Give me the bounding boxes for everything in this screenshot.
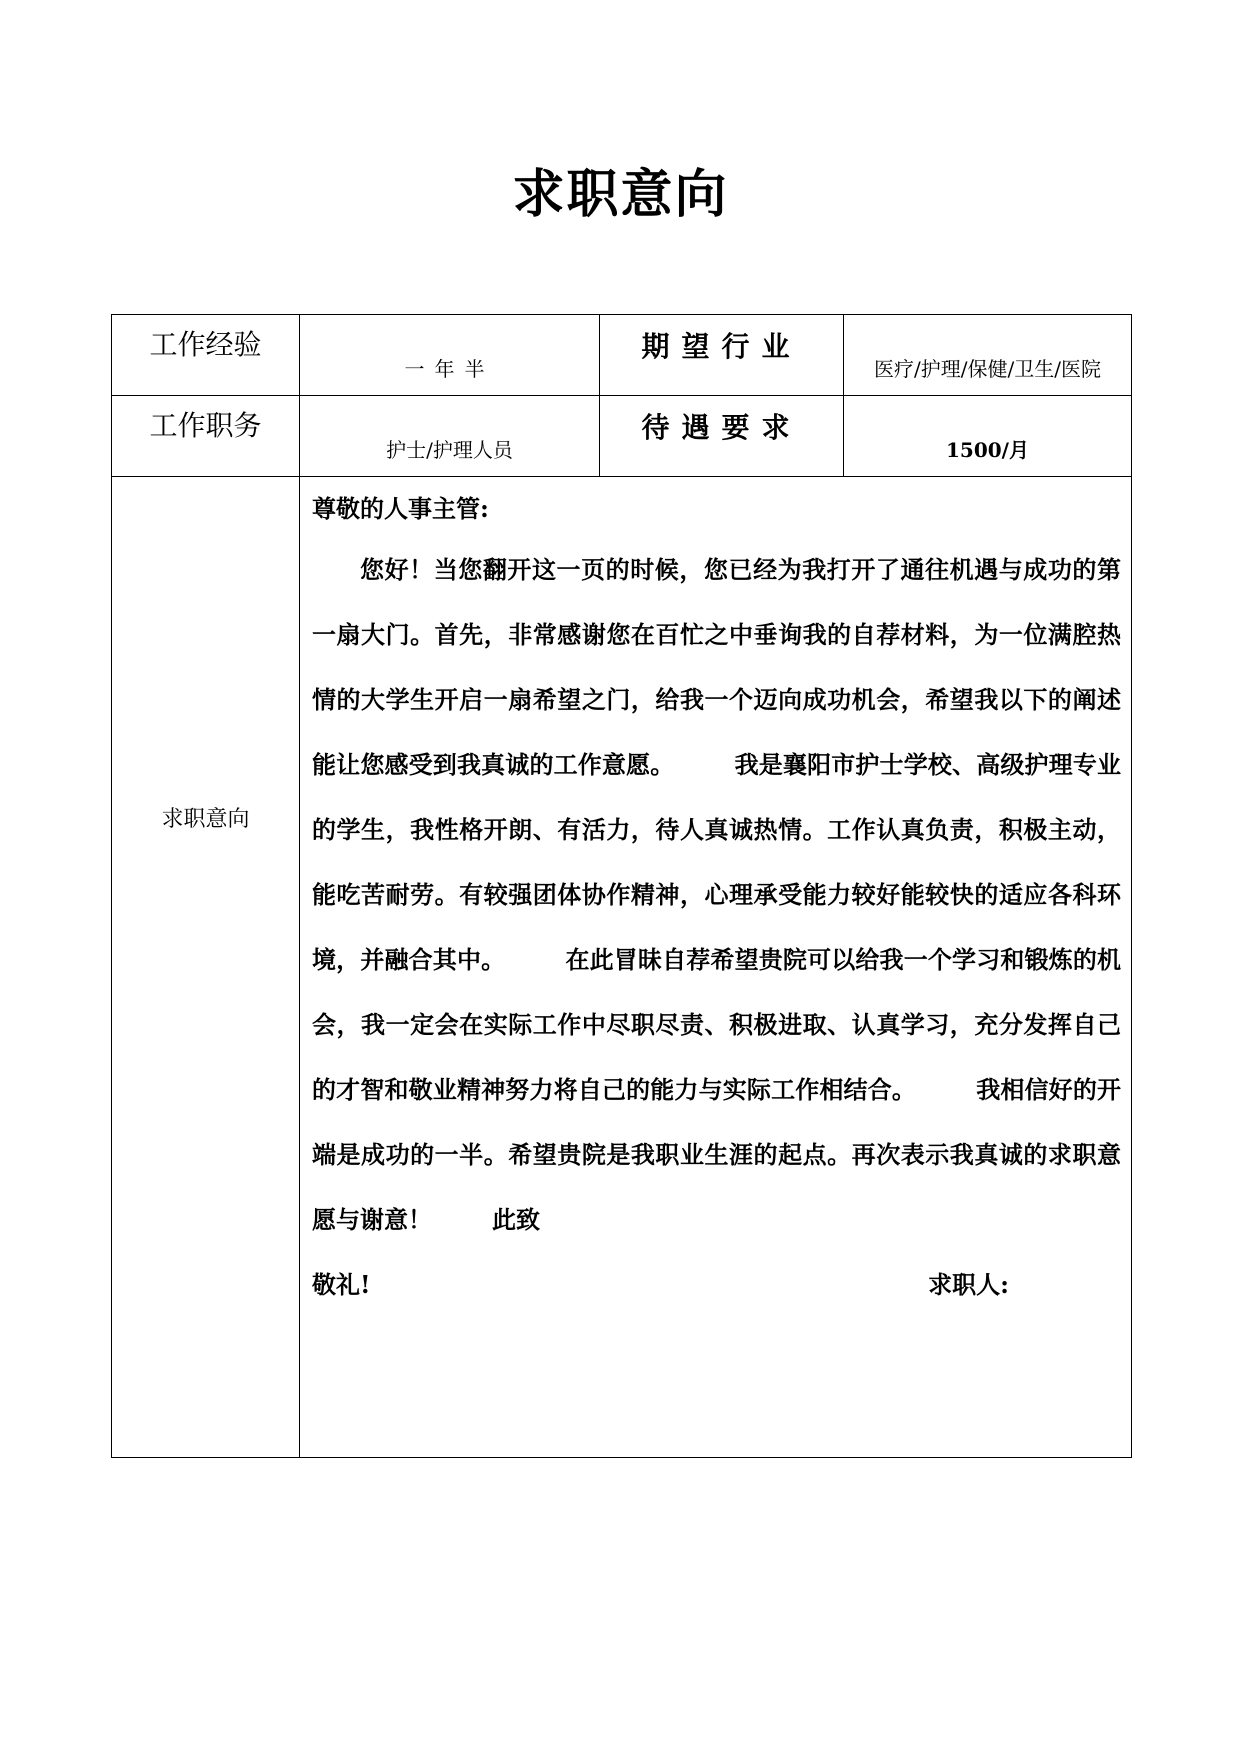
industry-value-cell: [844, 315, 1132, 396]
salary-label: 待遇要求: [641, 411, 802, 444]
salary-value: 1500/月: [946, 437, 1029, 462]
salary-label-cell: [600, 396, 844, 477]
industry-label: 期望行业: [641, 330, 802, 363]
page-title: 求职意向: [512, 164, 729, 225]
industry-label-cell: [600, 315, 844, 396]
table-row-position: [112, 396, 1132, 477]
experience-value-cell: [300, 315, 600, 396]
intent-label: 求职意向: [161, 806, 250, 832]
experience-value: 一年半: [404, 356, 495, 381]
experience-label: 工作经验: [149, 328, 262, 361]
intent-label-cell: [112, 477, 300, 1458]
resume-table: [111, 314, 1132, 1458]
position-value-cell: [300, 396, 600, 477]
industry-value: 医疗/护理/保健/卫生/医院: [874, 356, 1101, 381]
letter-paragraph-1: 您好！当您翻开这一页的时候，您已经为我打开了通往机遇与成功的第一扇大门。首先，非常感谢您在百忙之中垂询我的自荐材料，为一位满腔热情的大学生开启一扇希望之门，给我一个迈向成功机会，希望我以下的阐述能让您感受到我真诚的工作意愿。: [312, 555, 1121, 779]
letter-paragraph-4: 我相信好的开端是成功的一半。希望贵院是我职业生涯的起点。再次表示我真诚的求职意愿与谢意！: [312, 1075, 1121, 1234]
position-label: 工作职务: [149, 409, 262, 442]
letter-salutation: 尊敬的人事主管:: [312, 494, 489, 523]
cover-letter-cell: [300, 477, 1132, 1458]
table-row-intent: [112, 477, 1132, 1458]
letter-closing-2: 敬礼!: [312, 1270, 371, 1299]
letter-closing-row: [312, 1252, 1121, 1317]
position-value: 护士/护理人员: [386, 437, 513, 462]
salary-value-cell: [844, 396, 1132, 477]
letter-paragraph-2: 我是襄阳市护士学校、高级护理专业的学生，我性格开朗、有活力，待人真诚热情。工作认真负责，积极主动，能吃苦耐劳。有较强团体协作精神，心理承受能力较好能较快的适应各科环境，并融合其中。: [312, 750, 1122, 974]
letter-closing-1: 此致: [492, 1205, 540, 1234]
letter-paragraph-3: 在此冒昧自荐希望贵院可以给我一个学习和锻炼的机会，我一定会在实际工作中尽职尽责、积极进取、认真学习，充分发挥自己的才智和敬业精神努力将自己的能力与实际工作相结合。: [312, 945, 1122, 1104]
position-label-cell: [112, 396, 300, 477]
cover-letter: [300, 477, 1131, 1317]
letter-signature: 求职人:: [928, 1270, 1009, 1299]
experience-label-cell: [112, 315, 300, 396]
table-row-experience: [112, 315, 1132, 396]
letter-body: [312, 537, 1121, 1252]
